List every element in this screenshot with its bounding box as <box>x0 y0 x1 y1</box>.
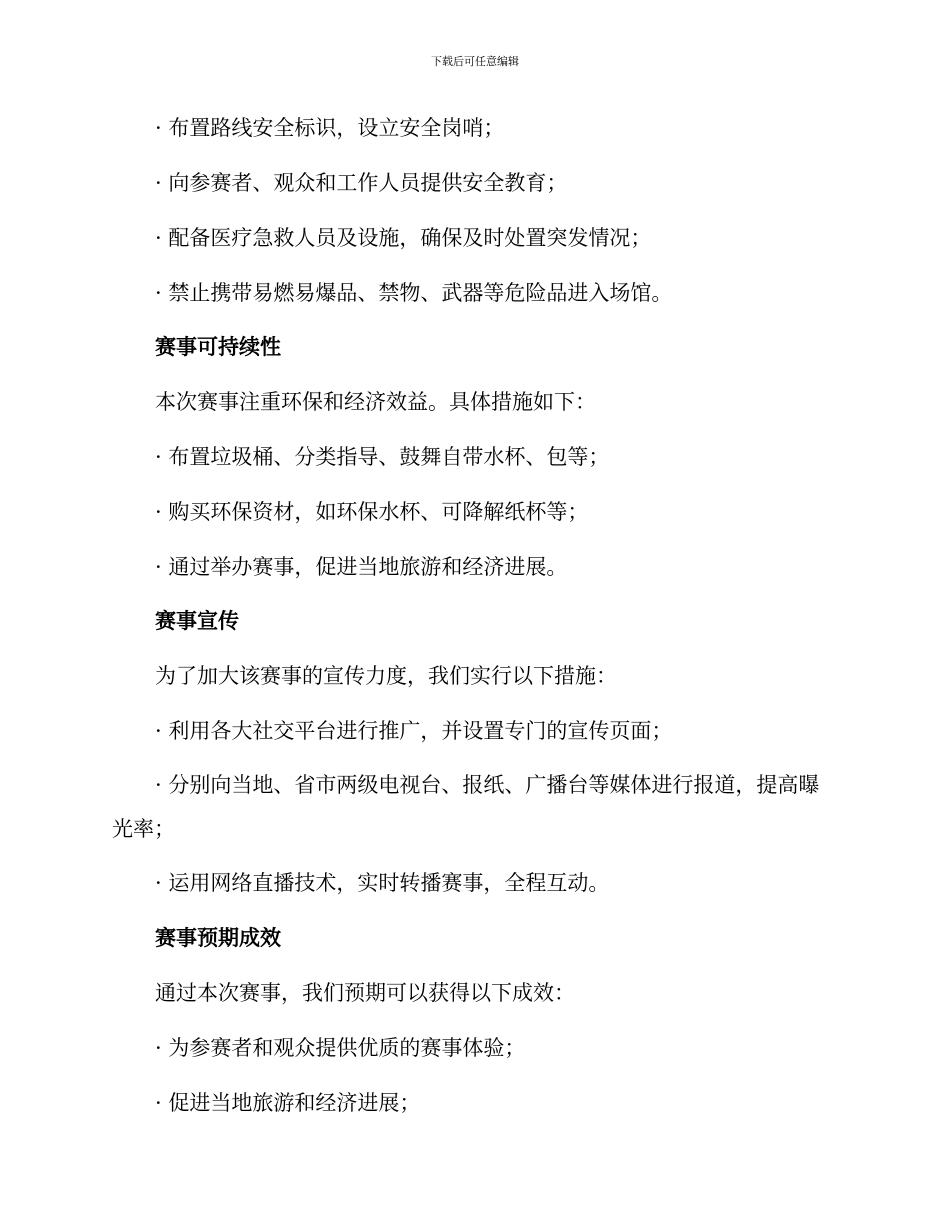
list-item: · 布置路线安全标识，设立安全岗哨； <box>155 116 505 140</box>
list-item: · 利用各大社交平台进行推广，并设置专门的宣传页面； <box>155 719 673 743</box>
list-item: · 运用网络直播技术，实时转播赛事，全程互动。 <box>155 871 610 895</box>
list-item: · 为参赛者和观众提供优质的赛事体验； <box>155 1036 526 1060</box>
list-item: · 禁止携带易燃易爆品、禁物、武器等危险品进入场馆。 <box>155 281 673 305</box>
section-heading-sustainability: 赛事可持续性 <box>155 335 281 359</box>
list-item: · 通过举办赛事，促进当地旅游和经济进展。 <box>155 555 568 579</box>
list-item: · 分别向当地、省市两级电视台、报纸、广播台等媒体进行报道，提高曝光率； <box>112 773 820 841</box>
section-heading-promotion: 赛事宣传 <box>155 609 239 633</box>
list-item: · 布置垃圾桶、分类指导、鼓舞自带水杯、包等； <box>155 445 610 469</box>
section-intro: 为了加大该赛事的宣传力度，我们实行以下措施： <box>155 664 617 688</box>
section-intro: 本次赛事注重环保和经济效益。具体措施如下： <box>155 390 596 414</box>
list-item: · 向参赛者、观众和工作人员提供安全教育； <box>155 171 568 195</box>
list-item: · 配备医疗急救人员及设施，确保及时处置突发情况； <box>155 226 652 250</box>
section-heading-outcomes: 赛事预期成效 <box>155 926 281 950</box>
list-item: · 购买环保资材，如环保水杯、可降解纸杯等； <box>155 500 589 524</box>
list-item: · 促进当地旅游和经济进展； <box>155 1091 421 1115</box>
page-header: 下载后可任意编辑 <box>431 55 519 68</box>
section-intro: 通过本次赛事，我们预期可以获得以下成效： <box>155 981 575 1005</box>
